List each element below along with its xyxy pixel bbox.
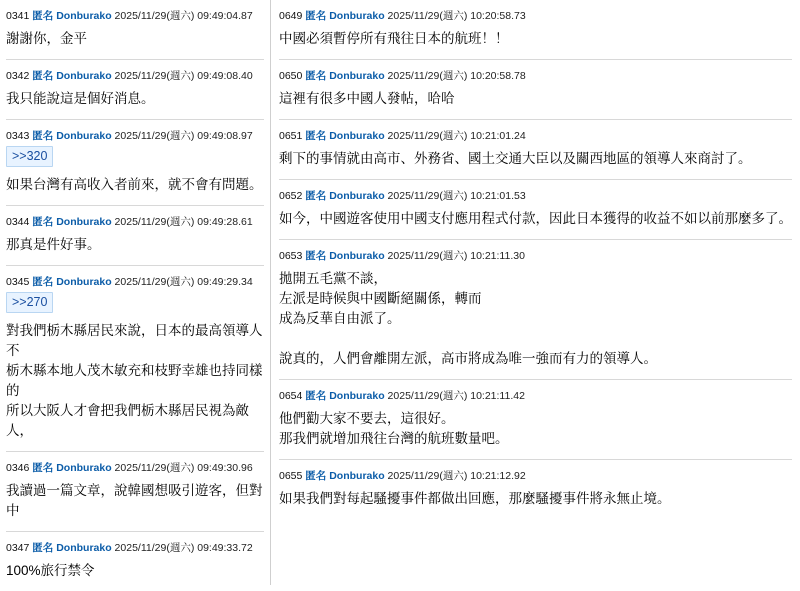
post-timestamp: 2025/11/29(週六) 09:49:04.87 xyxy=(114,10,253,22)
post-line: 那真是件好事。 xyxy=(6,237,101,252)
post xyxy=(6,266,264,452)
post-handle[interactable]: Donburako xyxy=(329,250,385,262)
post-timestamp: 2025/11/29(週六) 10:21:11.42 xyxy=(387,390,525,402)
post xyxy=(279,380,792,460)
post-author[interactable]: 匿名 xyxy=(32,462,54,474)
post-author[interactable]: 匿名 xyxy=(305,10,327,22)
right-column xyxy=(271,0,800,585)
post-line: 中國必須暫停所有飛往日本的航班！！ xyxy=(279,31,509,46)
left-column xyxy=(0,0,271,585)
post-number[interactable]: 0341 xyxy=(6,10,30,22)
quote-link[interactable]: >>270 xyxy=(6,292,53,313)
post-header xyxy=(6,275,264,289)
post-header xyxy=(279,189,792,203)
post-line: 我只能說這是個好消息。 xyxy=(6,91,155,106)
post-line: 謝謝你，金平 xyxy=(6,31,87,46)
post-header xyxy=(6,461,264,475)
post-handle[interactable]: Donburako xyxy=(329,10,385,22)
post-author[interactable]: 匿名 xyxy=(305,250,327,262)
post-body xyxy=(279,489,792,509)
post-line: 如果台灣有高收入者前來，就不會有問題。 xyxy=(6,177,263,192)
post-timestamp: 2025/11/29(週六) 09:49:08.40 xyxy=(114,70,253,82)
post-header xyxy=(279,9,792,23)
post xyxy=(279,240,792,380)
post-timestamp: 2025/11/29(週六) 09:49:28.61 xyxy=(114,216,253,228)
post-handle[interactable]: Donburako xyxy=(56,130,112,142)
post-number[interactable]: 0346 xyxy=(6,462,30,474)
post-line: 成為反華自由派了。 xyxy=(279,311,401,326)
post-body xyxy=(279,209,792,229)
post-header xyxy=(6,129,264,143)
post xyxy=(6,532,264,591)
post xyxy=(6,0,264,60)
post-number[interactable]: 0652 xyxy=(279,190,303,202)
post-line: 所以大阪人才會把我們栃木縣居民視為敵人， xyxy=(6,403,249,438)
post xyxy=(279,180,792,240)
post-handle[interactable]: Donburako xyxy=(56,276,112,288)
post-number[interactable]: 0344 xyxy=(6,216,30,228)
post-author[interactable]: 匿名 xyxy=(32,216,54,228)
post-body xyxy=(279,409,792,449)
post-number[interactable]: 0342 xyxy=(6,70,30,82)
post-line: 拋開五毛黨不談， xyxy=(279,271,387,286)
post-author[interactable]: 匿名 xyxy=(32,10,54,22)
post-timestamp: 2025/11/29(週六) 09:49:29.34 xyxy=(114,276,253,288)
post-timestamp: 2025/11/29(週六) 10:21:12.92 xyxy=(387,470,526,482)
post-number[interactable]: 0650 xyxy=(279,70,303,82)
post-handle[interactable]: Donburako xyxy=(56,216,112,228)
post-handle[interactable]: Donburako xyxy=(329,70,385,82)
post-handle[interactable]: Donburako xyxy=(56,70,112,82)
post-author[interactable]: 匿名 xyxy=(305,390,327,402)
post-body xyxy=(6,89,264,109)
post-body xyxy=(6,235,264,255)
post-handle[interactable]: Donburako xyxy=(56,10,112,22)
post xyxy=(6,452,264,532)
post-body xyxy=(6,175,264,195)
post-timestamp: 2025/11/29(週六) 10:20:58.73 xyxy=(387,10,526,22)
post-body xyxy=(6,481,264,521)
post-line: 如果我們對每起騷擾事件都做出回應，那麼騷擾事件將永無止境。 xyxy=(279,491,671,506)
post-handle[interactable]: Donburako xyxy=(329,190,385,202)
post-header xyxy=(6,69,264,83)
post-number[interactable]: 0651 xyxy=(279,130,303,142)
post-body xyxy=(6,561,264,581)
post-header xyxy=(6,9,264,23)
post-timestamp: 2025/11/29(週六) 10:20:58.78 xyxy=(387,70,526,82)
post-header xyxy=(279,469,792,483)
post-body xyxy=(279,269,792,369)
post-line: 剩下的事情就由高市、外務省、國土交通大臣以及關西地區的領導人來商討了。 xyxy=(279,151,752,166)
post-author[interactable]: 匿名 xyxy=(32,542,54,554)
post-handle[interactable]: Donburako xyxy=(329,470,385,482)
post-author[interactable]: 匿名 xyxy=(32,130,54,142)
post-number[interactable]: 0655 xyxy=(279,470,303,482)
post-line: 栃木縣本地人茂木敏充和枝野幸雄也持同樣的 xyxy=(6,363,263,398)
post-header xyxy=(6,541,264,555)
post xyxy=(279,460,792,519)
post-number[interactable]: 0347 xyxy=(6,542,30,554)
post-line: 100%旅行禁令 xyxy=(6,563,95,578)
post-timestamp: 2025/11/29(週六) 09:49:33.72 xyxy=(114,542,253,554)
post-number[interactable]: 0653 xyxy=(279,250,303,262)
post-line: 對我們栃木縣居民來說，日本的最高領導人不 xyxy=(6,323,263,358)
post-number[interactable]: 0654 xyxy=(279,390,303,402)
post-body xyxy=(279,149,792,169)
post xyxy=(6,206,264,266)
post xyxy=(279,0,792,60)
post-body xyxy=(6,321,264,441)
post-header xyxy=(6,215,264,229)
post xyxy=(279,60,792,120)
post-author[interactable]: 匿名 xyxy=(305,190,327,202)
post-timestamp: 2025/11/29(週六) 10:21:01.53 xyxy=(387,190,526,202)
post-header xyxy=(279,249,792,263)
post xyxy=(6,120,264,206)
post-body xyxy=(6,29,264,49)
post-line: 說真的，人們會離開左派，高市將成為唯一強而有力的領導人。 xyxy=(279,351,657,366)
post-header xyxy=(279,389,792,403)
post-timestamp: 2025/11/29(週六) 10:21:01.24 xyxy=(387,130,526,142)
post-author[interactable]: 匿名 xyxy=(305,70,327,82)
post-author[interactable]: 匿名 xyxy=(305,470,327,482)
post-line xyxy=(279,329,792,349)
post-header xyxy=(279,129,792,143)
post-line: 那我們就增加飛往台灣的航班數量吧。 xyxy=(279,431,509,446)
post-author[interactable]: 匿名 xyxy=(32,70,54,82)
post xyxy=(6,60,264,120)
post-body xyxy=(279,89,792,109)
post-number[interactable]: 0649 xyxy=(279,10,303,22)
post-line: 我讀過一篇文章，說韓國想吸引遊客，但對中 xyxy=(6,483,263,518)
post-timestamp: 2025/11/29(週六) 09:49:08.97 xyxy=(114,130,253,142)
post-author[interactable]: 匿名 xyxy=(32,276,54,288)
post-line: 他們勸大家不要去，這很好。 xyxy=(279,411,455,426)
quote-link[interactable]: >>320 xyxy=(6,146,53,167)
post-timestamp: 2025/11/29(週六) 10:21:11.30 xyxy=(387,250,525,262)
post-number[interactable]: 0343 xyxy=(6,130,30,142)
post-header xyxy=(279,69,792,83)
post-line: 如今，中國遊客使用中國支付應用程式付款，因此日本獲得的收益不如以前那麼多了。 xyxy=(279,211,792,226)
post-number[interactable]: 0345 xyxy=(6,276,30,288)
post-body xyxy=(279,29,792,49)
post-timestamp: 2025/11/29(週六) 09:49:30.96 xyxy=(114,462,253,474)
post-handle[interactable]: Donburako xyxy=(56,542,112,554)
post-handle[interactable]: Donburako xyxy=(329,390,385,402)
post-handle[interactable]: Donburako xyxy=(329,130,385,142)
post xyxy=(279,120,792,180)
post-line: 左派是時候與中國斷絕關係，轉而 xyxy=(279,291,482,306)
post-author[interactable]: 匿名 xyxy=(305,130,327,142)
post-line: 這裡有很多中國人發帖，哈哈 xyxy=(279,91,455,106)
post-handle[interactable]: Donburako xyxy=(56,462,112,474)
